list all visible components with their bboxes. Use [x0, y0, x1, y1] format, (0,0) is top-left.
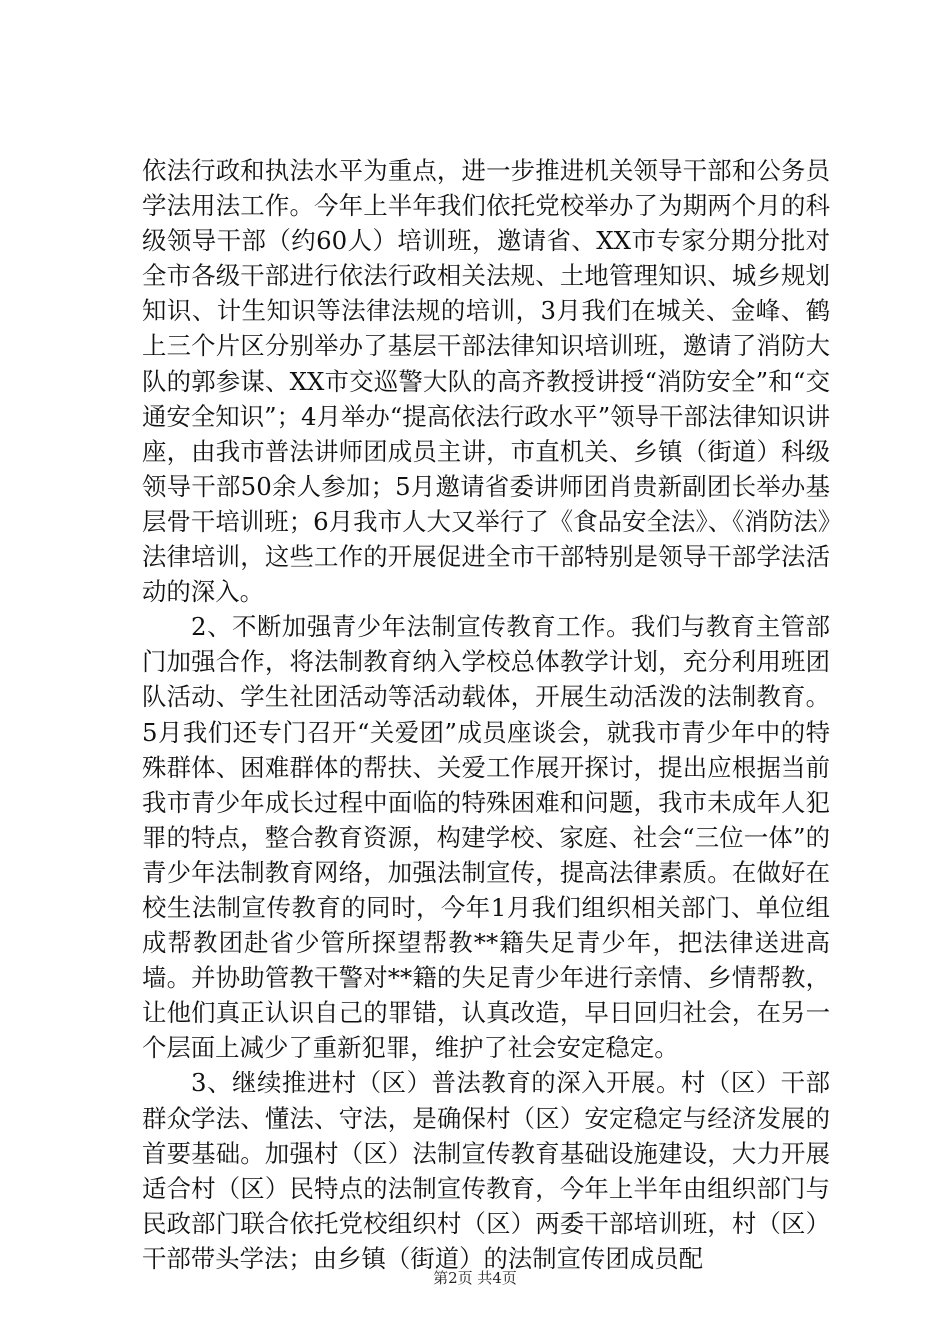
paragraph-2: 2、不断加强青少年法制宣传教育工作。我们与教育主管部门加强合作，将法制教育纳入学校总体教学计划，充分利用班团队活动、学生社团活动等活动载体，开展生动活泼的法制教育。5月我们还专门召开“关爱团”成员座谈会，就我市青少年中的特殊群体、困难群体的帮扶、关爱工作展开探讨，提出应根据当前我市青少年成长过程中面临的特殊困难和问题，我市未成年人犯罪的特点，整合教育资源，构建学校、家庭、社会“三位一体”的青少年法制教育网络，加强法制宣传，提高法律素质。在做好在校生法制宣传教育的同时，今年1月我们组织相关部门、单位组成帮教团赴省少管所探望帮教**籍失足青少年，把法律送进高墙。并协助管教干警对**籍的失足青少年进行亲情、乡情帮教，让他们真正认识自己的罪错，认真改造，早日回归社会，在另一个层面上减少了重新犯罪，维护了社会安定稳定。 — [142, 612, 830, 1063]
paragraph-3: 3、继续推进村（区）普法教育的深入开展。村（区）干部群众学法、懂法、守法，是确保村（区）安定稳定与经济发展的首要基础。加强村（区）法制宣传教育基础设施建设，大力开展适合村（区）民特点的法制宣传教育，今年上半年由组织部门与民政部门联合依托党校组织村（区）两委干部培训班，村（区）干部带头学法；由乡镇（街道）的法制宣传团成员配 — [142, 1068, 830, 1273]
page-number-footer: 第2页 共4页 — [433, 1269, 517, 1287]
document-body — [142, 153, 830, 1276]
paragraph-1: 依法行政和执法水平为重点，进一步推进机关领导干部和公务员学法用法工作。今年上半年我们依托党校举办了为期两个月的科级领导干部（约60人）培训班，邀请省、XX市专家分期分批对全市各级干部进行依法行政相关法规、土地管理知识、城乡规划知识、计生知识等法律法规的培训，3月我们在城关、金峰、鹤上三个片区分别举办了基层干部法律知识培训班，邀请了消防大队的郭参谋、XX市交巡警大队的高齐教授讲授“消防安全”和“交通安全知识”；4月举办“提高依法行政水平”领导干部法律知识讲座，由我市普法讲师团成员主讲，市直机关、乡镇（街道）科级领导干部50余人参加；5月邀请省委讲师团肖贵新副团长举办基层骨干培训班；6月我市人大又举行了《食品安全法》、《消防法》法律培训，这些工作的开展促进全市干部特别是领导干部学法活动的深入。 — [142, 156, 830, 607]
